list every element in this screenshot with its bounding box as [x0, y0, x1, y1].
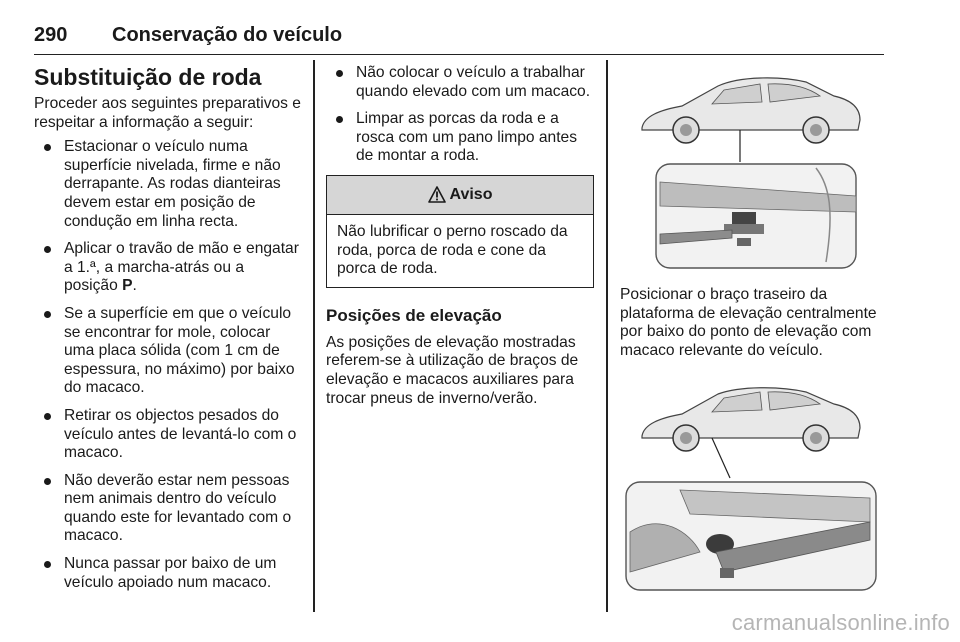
page-number: 290 — [34, 24, 68, 46]
chapter-title: Conservação do veículo — [112, 24, 343, 46]
site-watermark: carmanualsonline.info — [731, 610, 950, 635]
lifting-paragraph: As posições de elevação mostradas referem-se à utilização de braços de elevação e macacos auxiliares para trocar pneus de inverno/verão. — [326, 333, 579, 407]
column-divider-2 — [606, 60, 608, 612]
car-lift-illustration-2 — [620, 382, 888, 594]
column-1 — [34, 62, 302, 601]
figure-central-lift-point — [620, 382, 888, 594]
column-3 — [620, 62, 888, 594]
column-2 — [326, 62, 594, 408]
bullet-icon — [44, 246, 51, 253]
bullet-icon — [336, 70, 343, 77]
intro-paragraph: Proceder aos seguintes preparativos e respeitar a informação a seguir: — [34, 95, 301, 131]
list-item: Não colocar o veículo a trabalhar quando elevado com um macaco. — [326, 64, 594, 101]
section-heading: Substituição de roda — [34, 64, 262, 90]
list-item: Aplicar o travão de mão e engatar a 1.ª, a marcha-atrás ou a posição P. — [34, 240, 302, 296]
page-header — [34, 14, 884, 55]
bullet-icon — [44, 561, 51, 568]
list-item: Não deverão estar nem pessoas nem animais dentro do veículo quando este for levantado com o macaco. — [34, 472, 302, 546]
subsection-heading: Posições de elevação — [326, 305, 502, 325]
warning-box — [326, 175, 594, 288]
warning-label: Aviso — [449, 185, 493, 203]
bullet-icon — [336, 116, 343, 123]
car-lift-illustration-1 — [620, 62, 888, 274]
warning-text: Não lubrificar o perno roscado da roda, porca de roda e cone da porca de roda. — [337, 222, 568, 278]
figure-caption: Posicionar o braço traseiro da plataforma de elevação centralmente por baixo do ponto de elevação com macaco relevante do veículo. — [620, 286, 877, 359]
bullet-icon — [44, 413, 51, 420]
bullet-icon — [44, 144, 51, 151]
list-item: Retirar os objectos pesados do veículo antes de levantá-lo com o macaco. — [34, 407, 302, 463]
list-item: Se a superfície em que o veículo se encontrar for mole, colocar uma placa sólida (com 1 cm de espessura, no máximo) por baixo do macaco. — [34, 305, 302, 398]
preparation-list — [34, 138, 302, 592]
continued-list — [326, 64, 594, 166]
list-item: Estacionar o veículo numa superfície nivelada, firme e não derrapante. As rodas dianteiras devem estar em posição de condução em linha recta. — [34, 138, 302, 231]
gear-position-p: P — [122, 277, 133, 295]
list-item: Limpar as porcas da roda e a rosca com um pano limpo antes de montar a roda. — [326, 110, 594, 166]
warning-header — [327, 176, 593, 215]
bullet-icon — [44, 478, 51, 485]
warning-triangle-icon — [428, 186, 446, 203]
column-divider-1 — [313, 60, 315, 612]
list-item: Nunca passar por baixo de um veículo apoiado num macaco. — [34, 555, 302, 592]
figure-rear-lift-point — [620, 62, 888, 274]
bullet-icon — [44, 311, 51, 318]
